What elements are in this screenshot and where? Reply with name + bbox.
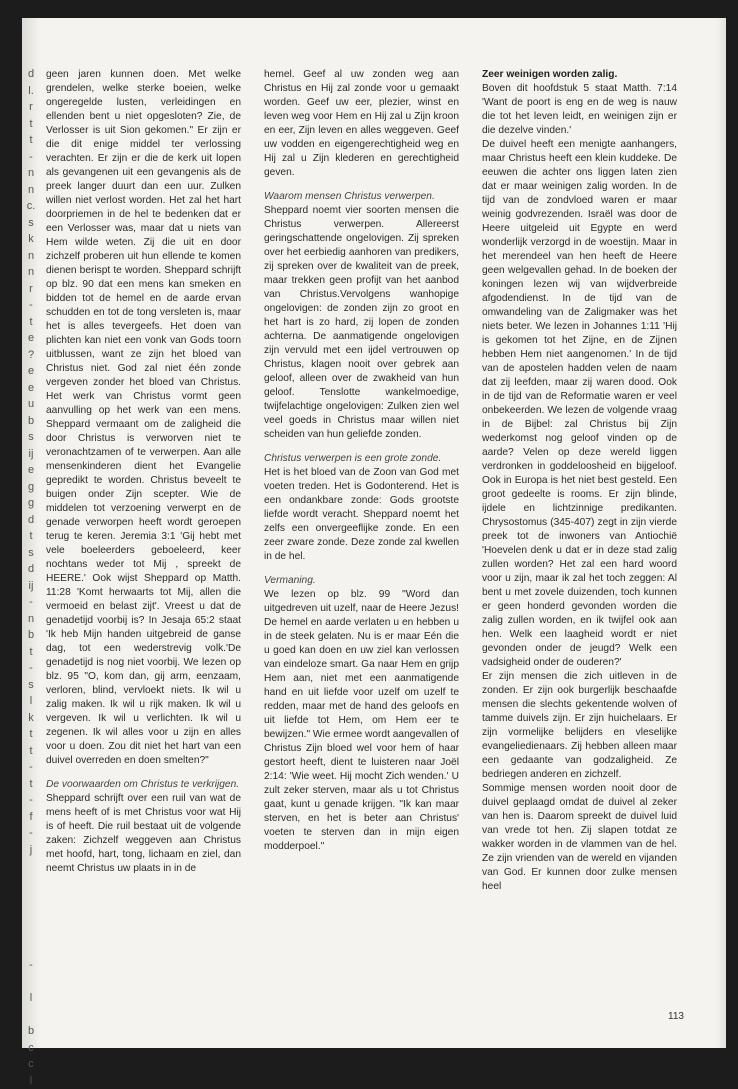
- previous-page-fragment: n: [24, 182, 38, 199]
- previous-page-fragment: g: [24, 495, 38, 512]
- paragraph: hemel. Geef al uw zonden weg aan Christus en Hij zal zonde voor u gemaakt worden. Geef uw eer, plezier, winst en leven weg voor Hem en Hij zal u Zijn kroon en eer, Zijn leven en alles weggeven. Geef uw vodden en eigengerechtigheid weg en Hij zal u Zijn klederen en gerechtigheid geven.: [264, 68, 459, 180]
- previous-page-fragment: t: [24, 132, 38, 149]
- paragraph: Boven dit hoofdstuk 5 staat Matth. 7:14 'Want de poort is eng en de weg is nauw die tot het leven leidt, en weinigen zijn er die dezelve vinden.': [482, 82, 677, 138]
- page-edge-shadow: [716, 18, 726, 1048]
- paragraph: Sheppard schrijft over een ruil van wat de mens heeft of is met Christus voor wat Hij is of heeft. Die ruil bestaat uit de volgende zaken: Zichzelf weggeven aan Christus met hoofd, hart, tong, lichaam en ziel, dan neemt Christus uw plaats in in de: [46, 792, 241, 876]
- previous-page-fragment: [24, 891, 38, 908]
- paragraph: Het is het bloed van de Zoon van God met voeten treden. Het is Godonterend. Het is een ondankbare zonde: Gods grootste liefde wordt veracht. Sheppard noemt het zelfs een onvergeeflijke zonde. En een zeer zware zonde. Deze zonde zal kwellen in de hel.: [264, 466, 459, 564]
- book-page: [22, 18, 726, 1048]
- previous-page-fragment: t: [24, 314, 38, 331]
- previous-page-fragment: t: [24, 726, 38, 743]
- previous-page-fragment: [24, 974, 38, 991]
- previous-page-fragment: s: [24, 215, 38, 232]
- column-3: [482, 68, 677, 894]
- previous-page-fragment: [24, 941, 38, 958]
- previous-page-fragment: [24, 908, 38, 925]
- previous-page-fragment: l: [24, 1073, 38, 1089]
- previous-page-fragment: [24, 1007, 38, 1024]
- previous-page-fragment: [24, 858, 38, 875]
- previous-page-fragment: n: [24, 264, 38, 281]
- previous-page-fragment: n: [24, 248, 38, 265]
- previous-page-fragment: e: [24, 330, 38, 347]
- previous-page-fragment: t: [24, 743, 38, 760]
- paragraph: We lezen op blz. 99 "Word dan uitgedreven uit uzelf, naar de Heere Jezus! De hemel en aarde verlaten u en hebben u in de steek gelaten. Nu is er maar Eén die u goed kan doen en uw ziel kan verlossen van eindeloze smart. Ga naar Hem en grijp Hem aan, niet met een aanmatigende hand en uit liefde voor uzelf om uzelf te redden, maar met de hand des geloofs en uit liefde tot Hem, om Hem eer te bewijzen." Wie ermee wordt aangevallen of Christus Zijn bloed wel voor hem of haar gestort heeft, dient te luisteren naar Joël 2:14: 'Wie weet. Hij mocht Zich wenden.' U zult zeker sterven, maar als u tot Christus gaat, kunt u genade krijgen. "Ik kan maar sterven, en het is beter aan Christus' voeten te sterven dan in mijn eigen modderpoel.": [264, 588, 459, 854]
- previous-page-fragment: t: [24, 644, 38, 661]
- previous-page-fragment: b: [24, 1023, 38, 1040]
- previous-page-fragment: n: [24, 165, 38, 182]
- paragraph: Er zijn mensen die zich uitleven in de zonden. Er zijn ook burgerlijk beschaafde mensen die slechts gekentende wolven of tamme duivels zijn. Er zijn huichelaars. Er zijn vormelijke belijders en vleselijke evangeliedienaars. Zij hebben alleen maar een gedaante van godzaligheid. Ze bedriegen anderen en zichzelf.: [482, 670, 677, 782]
- previous-page-fragment: [24, 924, 38, 941]
- previous-page-fragment: s: [24, 545, 38, 562]
- previous-page-fragment: -: [24, 149, 38, 166]
- previous-page-fragment: b: [24, 413, 38, 430]
- previous-page-fragment: l: [24, 990, 38, 1007]
- paragraph: De duivel heeft een menigte aanhangers, maar Christus heeft een klein kuddeke. De eeuwen die achter ons liggen laten zien dat er maar weinigen zalig worden. In de tijd van de zondvloed waren er maar weinig godvrezenden. Israël was door de Heere uitgeleid uit Egypte en werd wonderlijk verzorgd in de woestijn. Maar in het merendeel van hen heeft de Heere geen welgevallen gehad. In de boeken der koningen lezen wij van wijdverbreide afgodendienst. In de tijd van de omwandeling van de Zaligmaker was het niets beter. We lezen in Johannes 1:11 'Hij is gekomen tot het Zijne, en de Zijnen hebben Hem niet aangenomen.' In de tijd van de apostelen hadden velen de naam dat zij leefden, maar zij waren dood. Ook in de tijd van de Reformatie waren er veel onbekeerden. We lezen de volgende vraag in de Bijbel: zal Christus bij Zijn wederkomst nog geloof vinden op de aarde? Velen op deze wereld liggen verdronken in goddeloosheid en bijgeloof. Ook in Europa is het niet best gesteld. Een groot gedeelte is rooms. Er zijn blinde, ijdele en lichtzinnige predikanten. Chrysostomus (345-407) zegt in zijn vierde preek tot de inwoners van Antiochië 'Hoevelen denk u dat er in deze stad zalig zullen worden? Het zal een hard woord voor u zijn, maar ik zal het toch zeggen: Al bent u met zovele duizenden, toch kunnen er geen honderd gevonden worden die zalig zullen worden, en ik twijfel ook aan hen. Welk een laagheid wordt er niet gevonden onder de jeugd? Welk een vadsigheid onder de ouderen?': [482, 138, 677, 670]
- previous-page-fragment: e: [24, 462, 38, 479]
- previous-page-fragment: -: [24, 660, 38, 677]
- previous-page-fragment: d: [24, 66, 38, 83]
- previous-page-fragment: g: [24, 479, 38, 496]
- previous-page-fragment: r: [24, 99, 38, 116]
- previous-page-fragment: f: [24, 809, 38, 826]
- previous-page-fragment: l.: [24, 83, 38, 100]
- previous-page-fragment: -: [24, 957, 38, 974]
- previous-page-fragment: t: [24, 116, 38, 133]
- section-heading: Waarom mensen Christus verwerpen.: [264, 190, 459, 204]
- previous-page-fragment: n: [24, 611, 38, 628]
- previous-page-fragment: -: [24, 594, 38, 611]
- column-1: [46, 68, 241, 876]
- previous-page-fragment: e: [24, 363, 38, 380]
- previous-page-fragment: c: [24, 1056, 38, 1073]
- previous-page-fragment: -: [24, 759, 38, 776]
- paragraph: Sheppard noemt vier soorten mensen die Christus verwerpen. Allereerst geringschattende ongelovigen. Zij spreken over het eerbiedig aanhoren van predikers, zij spreken over de kwaliteit van de preek, maar trekken geen profijt van het aanbod van Christus.Vervolgens wanhopige ongelovigen: de zonden zijn zo groot en het hart is zo hard, zij lopen de zonden achterna. De aanmatigende ongelovigen zijn vervuld met een ijdel vertrouwen op Christus, klagen nooit over gebrek aan geloof, alleen over de zwakheid van hun geloof. Tenslotte wankelmoedige, twijfelachtige ongelovigen: Zulken zien wel veel goeds in Christus maar willen niet scheiden van hun geliefde zonden.: [264, 204, 459, 442]
- previous-page-fragment: t: [24, 776, 38, 793]
- previous-page-fragment: l: [24, 693, 38, 710]
- previous-page-fragment: t: [24, 528, 38, 545]
- previous-page-fragment: d: [24, 561, 38, 578]
- previous-page-fragment: -: [24, 297, 38, 314]
- column-2: [264, 68, 459, 854]
- paragraph: Sommige mensen worden nooit door de duivel geplaagd omdat de duivel al zeker van hen is. Daarom spreekt de duivel luid van vrede tot hen. Zij slapen totdat ze wakker worden in de vlammen van de hel. Ze zijn vrienden van de wereld en vijanden van God. Er kunnen door zulke mensen heel: [482, 782, 677, 894]
- previous-page-fragment: k: [24, 231, 38, 248]
- previous-page-fragment: s: [24, 677, 38, 694]
- previous-page-edge: [24, 66, 38, 1089]
- section-heading: Christus verwerpen is een grote zonde.: [264, 452, 459, 466]
- page-number: 113: [668, 1011, 684, 1022]
- previous-page-fragment: [24, 875, 38, 892]
- previous-page-fragment: -: [24, 825, 38, 842]
- previous-page-fragment: -: [24, 792, 38, 809]
- previous-page-fragment: ij: [24, 578, 38, 595]
- previous-page-fragment: s: [24, 429, 38, 446]
- previous-page-fragment: c.: [24, 198, 38, 215]
- section-heading: Vermaning.: [264, 574, 459, 588]
- previous-page-fragment: ?: [24, 347, 38, 364]
- previous-page-fragment: e: [24, 380, 38, 397]
- previous-page-fragment: ij: [24, 446, 38, 463]
- previous-page-fragment: k: [24, 710, 38, 727]
- previous-page-fragment: u: [24, 396, 38, 413]
- paragraph: geen jaren kunnen doen. Met welke grendelen, welke sterke boeien, welke ongeregelde lusten, verleidingen en ellenden bent u niet opgesloten? Zie, de Verlosser is uit Sion gekomen." Er zijn er die dit enige middel ter verlossing verachten. Er zijn er die de kerk uit lopen als gevangenen uit een gevangenis als de preek langer duurt dan een uur. Zulken willen niet verlost worden. Het zal het hart doorpriemen in de hel te bedenken dat er een Verlosser was, maar dat u niets van Hem wilde weten. Zij die uit en door zichzelf proberen uit hun ellende te komen dienen berispt te worden. Sheppard schrijft op blz. 90 dat een mens kan smeken en bidden tot de hemel en de aarde ervan schudden en tot de tong versleten is, maar het is alles tevergeefs. Het doen van plichten kan niet een vonk van Gods toorn uitblussen, want ze zijn het bloed van Christus niet. God zal niet één zonde vergeven zonder het bloed van Christus. Het werk van Christus vormt geen aanvulling op het werk van een mens. Sheppard vermaant om de zaligheid die door Christus is verworven niet te veronachtzamen of te verwerpen. Aan alle mensenkinderen dient het Evangelie gepredikt te worden. Christus beveelt te buigen onder Zijn scepter. Wie de middelen tot verzoening verwerpt en de genade verworpen heeft wordt geroepen terug te keren. Jeremia 3:1 'Gij hebt met vele boeleerders geboeleerd, keer nochtans weder tot Mij , spreekt de HEERE.' Ook wijst Sheppard op Matth. 11:28 'Komt herwaarts tot Mij, allen die vermoeid en belast zijt'. Vreest u dat de genadetijd voorbij is? In Jesaja 65:2 staat 'Ik heb Mijn handen uitgebreid de ganse dag, tot een wederstrevig volk.'De genadetijd is nog niet voorbij. We lezen op blz. 95 "O, kom dan, gij arm, eenzaam, verloren, blind, vervloekt niets. Ik wil u zalig maken. Ik wil u rijk maken. Ik wil u vergeven. Ik wil u verlichten. Ik wil u zegenen. Ik wil alles voor u zijn en alles voor u doen. Zou dit niet het hart van een duivel overreden en doen smelten?": [46, 68, 241, 768]
- previous-page-fragment: j: [24, 842, 38, 859]
- previous-page-fragment: r: [24, 281, 38, 298]
- section-heading: De voorwaarden om Christus te verkrijgen.: [46, 778, 241, 792]
- previous-page-fragment: c: [24, 1040, 38, 1057]
- previous-page-fragment: d: [24, 512, 38, 529]
- section-heading: Zeer weinigen worden zalig.: [482, 68, 677, 82]
- previous-page-fragment: b: [24, 627, 38, 644]
